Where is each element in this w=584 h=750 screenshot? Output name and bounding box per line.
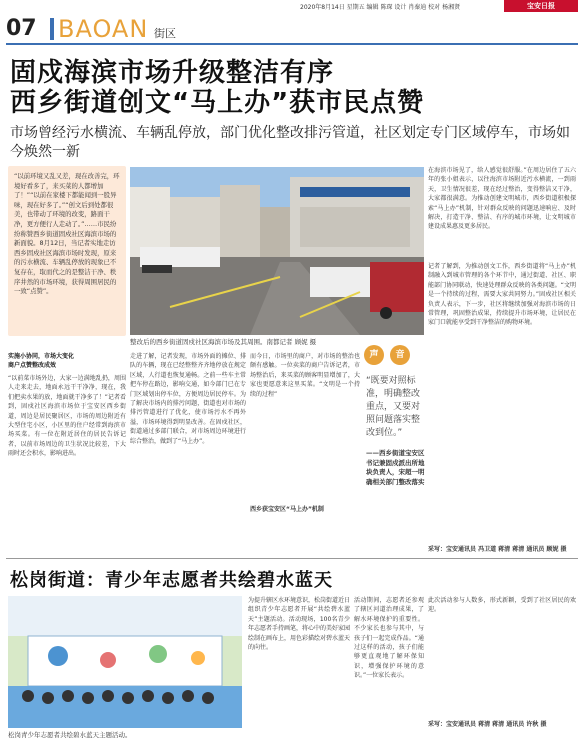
header-divider <box>50 18 54 40</box>
article2-credit: 采写：宝安通讯员 蒋清 蒋清 通讯员 许秋 摄 <box>428 721 547 728</box>
article2-headline: 松岗街道：青少年志愿者共绘碧水蓝天 <box>10 570 333 591</box>
article-column-3: 而今日，市场里的商户，对市场的整治也颇有感触。一位卖菜的商户告诉记者，市场整治后，来买菜的顾客明显增加了，大家也更愿意来这里买菜。“文明是一个持续的过程” <box>250 353 360 398</box>
article2-photo-caption: 松岗青少年志愿者共绘碧水蓝天主题活动。 <box>8 731 132 739</box>
article-column-4: 在海滨市场见了，给人感觉很舒服。”在周边居住了五六年的张小姐表示，以往海滨市场附近污水横流，一到雨天，卫生情况很差，现在经过整治，变得整洁又干净，大家都很满意。为推动创建文明城市，西乡街道积极探索“马上办”机制，针对群众反映的问题迅速响应、及时解决，打造干净、整洁、有序的城市环境，让文明城市建设成果惠及更多居民。 <box>428 167 576 231</box>
sound-icon: 音 <box>390 345 410 365</box>
photo-caption: 整改后的西乡街道固戍社区海滨市场及其周围。南都记者 顾妮 摄 <box>130 338 317 346</box>
section-heading <box>8 352 126 371</box>
voice-icon: 声 <box>364 345 384 365</box>
section-title: 实施小协同，市场大变化 <box>8 353 75 360</box>
headline-line-1: 固戍海滨市场升级整洁有序 <box>10 58 335 88</box>
lead-text: “以前环境又乱又差，现在改善完，环境好看多了，来买菜的人都增加了！”“以前在家楼下都能闻到一股异味，现在好多了。”“创文后到处都很美，也带动了环境的改变，路面干净，更方便行人走动了。”……市民纷纷称赞西乡街道固戍社区海滨市场的新面貌。8月12日，当记者实地走访西乡固戍社区海滨市场时发现，原来的污水横流、车辆乱停放的现象已不复存在，取而代之的是整洁干净、秩序井然的市场环境，获得周围居民的一致“点赞”。 <box>14 172 120 296</box>
lead-box <box>8 166 126 336</box>
header-rule <box>6 43 578 45</box>
page-number: 07 <box>6 16 37 41</box>
article2-column-1: 为提升辖区水环境意识，松岗街道近日组织青少年志愿者开展“共绘碧水蓝天”主题活动。活动现场，100名青少年志愿者手持画笔，将心中的美好家园绘制在画布上，用色彩描绘对碧水蓝天的向往。 <box>248 597 351 652</box>
headline-line-2: 西乡街道创文“马上办”获市民点赞 <box>10 88 425 118</box>
pull-quote <box>364 345 428 515</box>
article-deck: 市场曾经污水横流、车辆乱停放，部门优化整改排污管道，社区划定专门区域停车，市场如今焕然一新 <box>10 125 570 160</box>
section-name-en: BAOAN <box>58 15 149 43</box>
quote-text: “既要对照标准，明确整改重点，又要对照问题落实整改到位。” <box>366 376 421 438</box>
column-3-subtitle: 西乡获宝安区“马上办”机制 <box>250 506 324 513</box>
market-photo <box>130 167 424 335</box>
newspaper-logo: 宝安日报 <box>504 0 578 12</box>
issue-meta: 2020年8月14日 星期五 编辑 陈琛 设计 肖秦迪 校对 杨湘贤 <box>300 4 461 11</box>
section-divider <box>6 558 578 559</box>
article-column-1: “以前菜市场外边，大家一边满地乱扔，周围人走来走去，地面永远干干净净，现在，我们把卖水果的放，地面就干净多了！”记者看到，固戍社区海滨市场位于宝安区西乡街道，周边是居民聚居区，市场的周边附近有大型住宅小区，小区里的住户经常到海滨市场买菜。有一位在附近居住的居民告诉记者，以前市场周边的卫生状况比较差，下大雨时还会积水，影响进出。 <box>8 375 126 458</box>
article-credit: 采写：宝安通讯员 冯卫道 蒋清 蒋清 通讯员 顾妮 摄 <box>428 546 567 553</box>
volunteer-photo <box>8 596 242 728</box>
page-header <box>6 16 578 42</box>
section-name-cn: 街区 <box>154 27 176 40</box>
section-title-2: 商户点赞整改成效 <box>8 362 57 370</box>
article2-column-2: 活动期间，志愿者还参观了辖区河道治理成果，了解水环境保护的重要性。不少家长也参与其中，与孩子们一起完成作品。“通过这样的活动，孩子们能够更直观地了解环保知识，增强保护环境的意识。”一位家长表示。 <box>354 597 424 680</box>
quote-source: ——西乡街道宝安区书记兼固戍派出所地块负责人，宋超一明确相关部门整改落实 <box>366 449 425 486</box>
article-column-2: 走进了解，记者发现，市场外面的摊位、排队的车辆，现在已经整整齐齐地停放在规定区域，人行道也恢复通畅。之前一些车主常把车停在路边，影响交通，如今部门已在专门区域划出停车位，方便周边居民停车。为了解决市场内的排污问题，街道也对市场的排污管道进行了优化，使市场污水不再外溢，市场环境得到明显改善。在固戍社区，街道通过多部门联合，对市场周边环境进行综合整治，做到了“马上办”。 <box>130 353 246 445</box>
top-meta-bar <box>0 0 584 14</box>
quote-icons <box>364 345 428 367</box>
article2-column-3: 此次活动参与人数多，形式新颖，受到了社区居民的欢迎。 <box>428 597 576 614</box>
article-column-5: 记者了解到，为推动创文工作，西乡街道将“马上办”机制融入到城市管理的各个环节中，通过街道、社区、职能部门协同联动，快速处理群众反映的各类问题。“文明是一个持续的过程，需要大家共同努力。”固戍社区相关负责人表示，下一步，社区将继续加强对海滨市场的日常管理，巩固整治成果，持续提升市场环境，让居民在家门口就能享受到干净整洁的购物环境。 <box>428 263 576 327</box>
